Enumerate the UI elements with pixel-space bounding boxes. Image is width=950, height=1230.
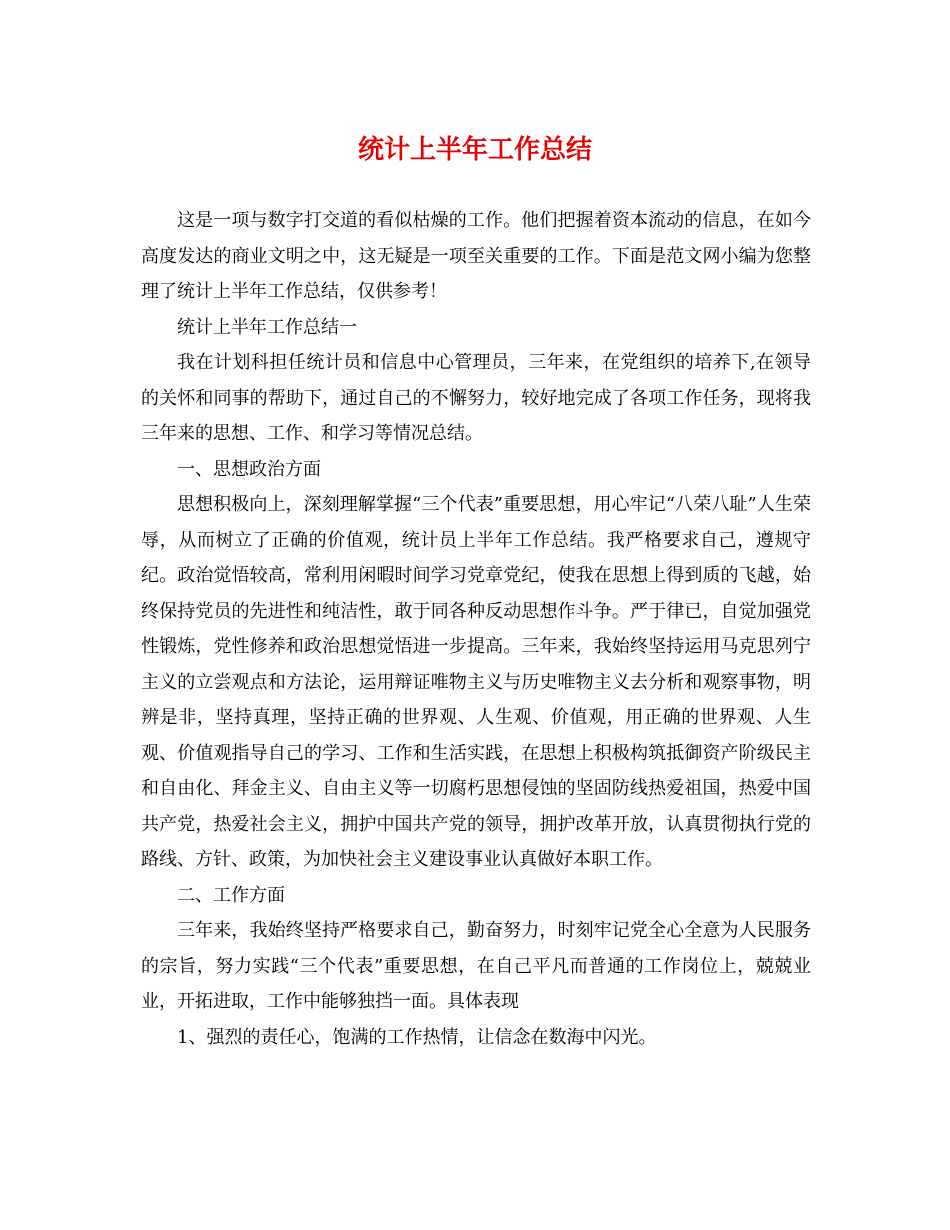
paragraph-role: 我在计划科担任统计员和信息中心管理员，三年来，在党组织的培养下,在领导的关怀和同事的帮助下，通过自己的不懈努力，较好地完成了各项工作任务，现将我三年来的思想、工作、和学习等情况总结。: [141, 352, 811, 444]
document-body: [141, 203, 811, 1055]
list-item-responsibility: 1、强烈的责任心，饱满的工作热情，让信念在数海中闪光。: [177, 1026, 657, 1048]
document-title: 统计上半年工作总结: [357, 135, 592, 165]
paragraph-intro: 这是一项与数字打交道的看似枯燥的工作。他们把握着资本流动的信息，在如今高度发达的商业文明之中，这无疑是一项至关重要的工作。下面是范文网小编为您整理了统计上半年工作总结，仅供参考！: [141, 210, 811, 302]
section-heading-ideology: 一、思想政治方面: [177, 458, 321, 480]
section-heading-work: 二、工作方面: [177, 884, 285, 906]
section-heading-summary-one: 统计上半年工作总结一: [177, 316, 357, 338]
paragraph-ideology: 思想积极向上，深刻理解掌握“三个代表”重要思想，用心牢记“八荣八耻”人生荣辱，从而树立了正确的价值观，统计员上半年工作总结。我严格要求自己，遵规守纪。政治觉悟较高，常利用闲暇时间学习党章党纪，使我在思想上得到质的飞越，始终保持党员的先进性和纯洁性，敢于同各种反动思想作斗争。严于律已，自觉加强党性锻炼，党性修养和政治思想觉悟进一步提高。三年来，我始终坚持运用马克思列宁主义的立尝观点和方法论，运用辩证唯物主义与历史唯物主义去分析和观察事物，明辨是非，坚持真理，坚持正确的世界观、人生观、价值观，用正确的世界观、人生观、价值观指导自己的学习、工作和生活实践，在思想上积极构筑抵御资产阶级民主和自由化、拜金主义、自由主义等一切腐朽思想侵蚀的坚固防线热爱祖国，热爱中国共产党，热爱社会主义，拥护中国共产党的领导，拥护改革开放，认真贯彻执行党的路线、方针、政策，为加快社会主义建设事业认真做好本职工作。: [141, 494, 811, 870]
paragraph-work: 三年来，我始终坚持严格要求自己，勤奋努力，时刻牢记党全心全意为人民服务的宗旨，努力实践“三个代表”重要思想，在自己平凡而普通的工作岗位上，兢兢业业，开拓进取，工作中能够独挡一面。具体表现: [141, 920, 811, 1012]
